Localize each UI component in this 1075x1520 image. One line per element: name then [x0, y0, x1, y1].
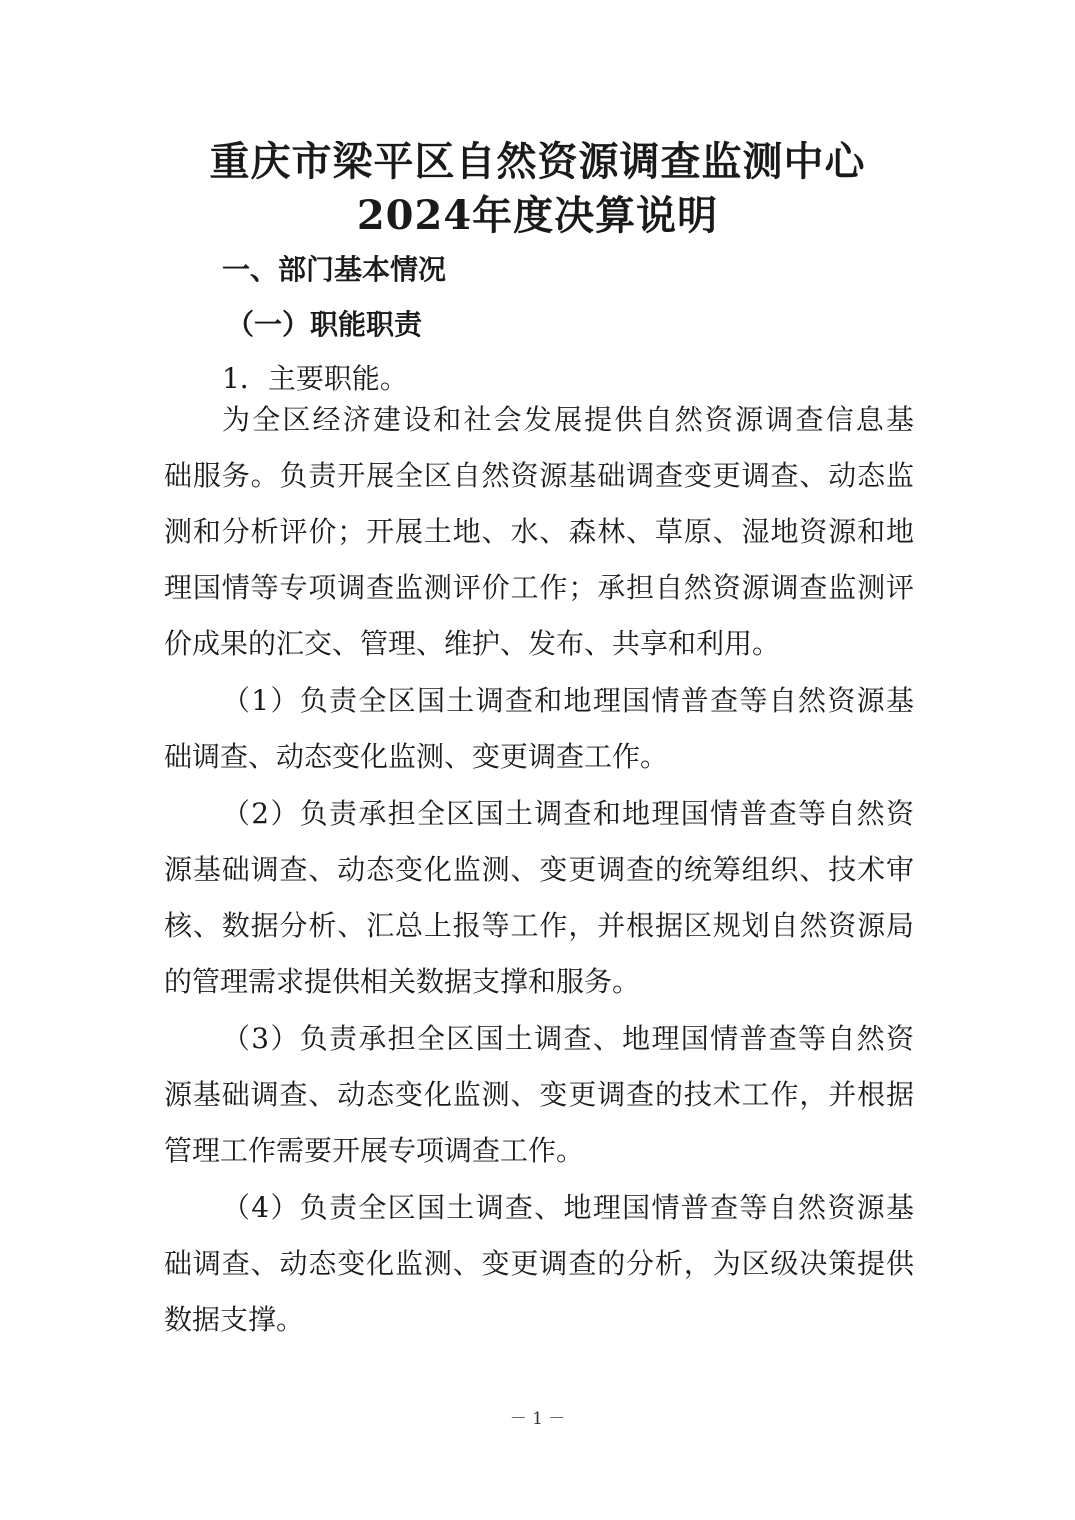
body-line: （2）负责承担全区国土调查和地理国情普查等自然资	[222, 797, 914, 830]
section-heading-basic-info: 一、部门基本情况	[222, 253, 447, 286]
body-line: 础服务。负责开展全区自然资源基础调查变更调查、动态监	[164, 459, 914, 492]
body-line: 的管理需求提供相关数据支撑和服务。	[164, 965, 641, 998]
body-line: 础调查、动态变化监测、变更调查的分析，为区级决策提供	[164, 1247, 914, 1280]
body-line: 为全区经济建设和社会发展提供自然资源调查信息基	[222, 403, 914, 436]
body-line: （3）负责承担全区国土调查、地理国情普查等自然资	[222, 1022, 914, 1055]
body-line: 价成果的汇交、管理、维护、发布、共享和利用。	[164, 627, 781, 660]
body-line: 测和分析评价；开展土地、水、森林、草原、湿地资源和地	[164, 515, 914, 548]
body-line: 管理工作需要开展专项调查工作。	[164, 1134, 585, 1167]
body-line: 理国情等专项调查监测评价工作；承担自然资源调查监测评	[164, 571, 914, 604]
page-number: － 1 －	[509, 1409, 566, 1429]
body-line: 源基础调查、动态变化监测、变更调查的技术工作，并根据	[164, 1078, 914, 1111]
document-title-line2: 2024年度决算说明	[356, 192, 719, 239]
body-line: （4）负责全区国土调查、地理国情普查等自然资源基	[222, 1191, 914, 1224]
body-line: （1）负责全区国土调查和地理国情普查等自然资源基	[222, 684, 914, 717]
body-line: 核、数据分析、汇总上报等工作，并根据区规划自然资源局	[164, 909, 914, 942]
document-title-line1: 重庆市梁平区自然资源调查监测中心	[209, 138, 866, 185]
subsection-heading-functions: （一）职能职责	[226, 308, 423, 341]
body-line: 源基础调查、动态变化监测、变更调查的统筹组织、技术审	[164, 853, 914, 886]
body-line: 数据支撑。	[164, 1303, 305, 1336]
body-line: 础调查、动态变化监测、变更调查工作。	[164, 740, 669, 773]
item-heading-main-functions: 1．主要职能。	[222, 362, 408, 395]
